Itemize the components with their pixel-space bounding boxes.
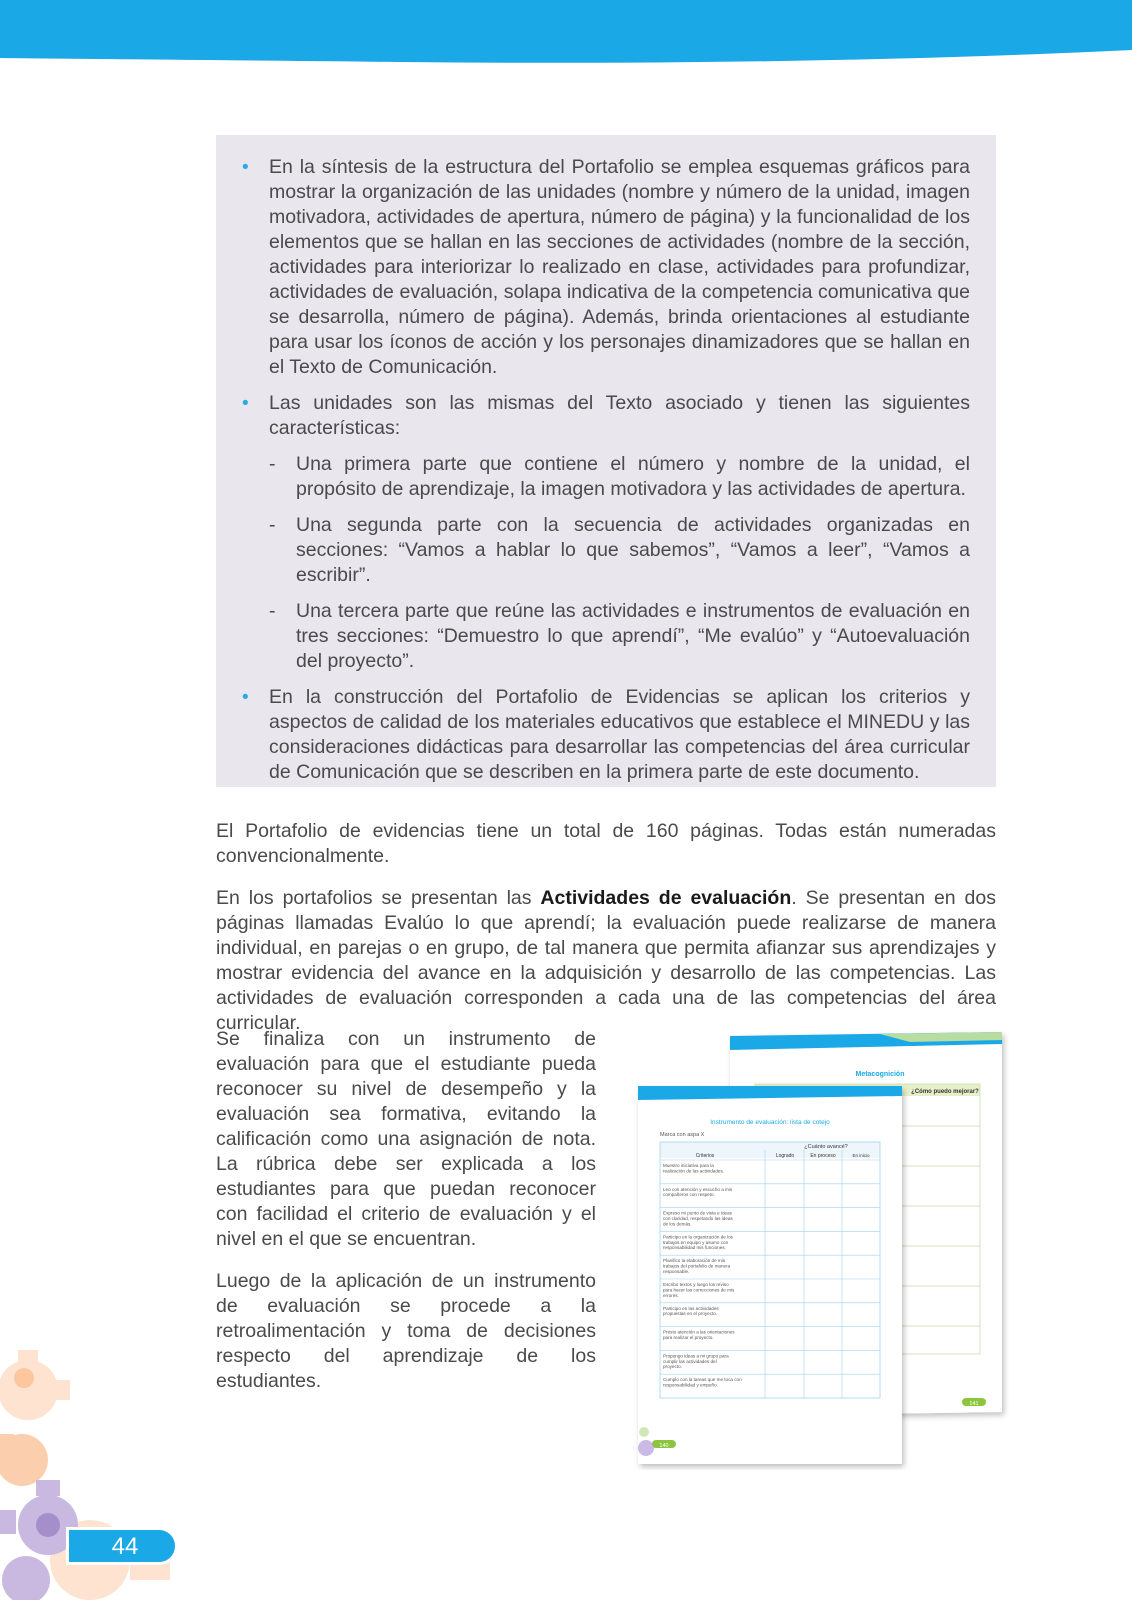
front-page-subtitle: Marca con aspa X bbox=[660, 1132, 705, 1138]
header-band bbox=[0, 0, 1132, 64]
bullet-icon: • bbox=[242, 687, 249, 708]
paragraph-pages: El Portafolio de evidencias tiene un total de 160 páginas. Todas están numeradas convencionalmente. bbox=[216, 820, 996, 867]
sub-item: - Una tercera parte que reúne las actividades e instrumentos de evaluación en tres secciones: “Demuestro lo que aprendí”, “Me evalúo” y “Autoevaluación del proyecto”. bbox=[269, 600, 970, 672]
criterion-label: Presto atención a las orientaciones para realizar el proyecto. bbox=[663, 1329, 735, 1340]
front-page-title: Instrumento de evaluación: lista de cotejo bbox=[710, 1119, 830, 1126]
criterion-label: Escribo textos y luego los reviso para hacer las correcciones de mis errores. bbox=[663, 1282, 735, 1298]
bullet-item: • En la construcción del Portafolio de Evidencias se aplican los criterios y aspectos de calidad de los materiales educativos que establece el MINEDU y las consideraciones didácticas para desarrollar las competencias del área curricular de Comunicación que se describen en la primera parte de este documento. bbox=[242, 686, 970, 783]
back-page-title: Metacognición bbox=[855, 1071, 905, 1078]
col-criterios: Criterios bbox=[695, 1153, 715, 1159]
criterion-label: Expreso mi punto de vista e ideas con claridad, respetando las ideas de los demás. bbox=[663, 1210, 733, 1227]
dash-icon: - bbox=[269, 514, 276, 536]
col-inicio: En inicio bbox=[852, 1153, 870, 1158]
criterion-label: Cumplo con la tareas que me toca con responsabilidad y empeño. bbox=[663, 1377, 742, 1388]
bullet-icon: • bbox=[242, 157, 249, 178]
col-logrado: Logrado bbox=[775, 1153, 795, 1159]
col-proceso: En proceso bbox=[810, 1153, 836, 1159]
criterion-label: Participo en la organización de los trabajos en equipo y asumo con responsabilidad mis funciones. bbox=[663, 1234, 733, 1251]
bullet-item: • En la síntesis de la estructura del Portafolio se emplea esquemas gráficos para mostrar la organización de las unidades (nombre y número de la unidad, imagen motivadora, actividades de apertura, número de página) y la funcionalidad de los elementos que se hallan en las secciones de actividades (nombre de la sección, actividades para interiorizar lo realizado en clase, actividades para profundizar, actividades de evaluación, solapa indicativa de la competencia comunicativa que se desarrolla, número de página). Además, brinda orientaciones al estudiante para usar los íconos de acción y los personajes dinamizadores que se hallan en el Texto de Comunicación. bbox=[242, 156, 970, 378]
sub-item: - Una primera parte que contiene el número y nombre de la unidad, el propósito de aprendizaje, la imagen motivadora y las actividades de apertura. bbox=[269, 453, 970, 500]
bullet-item: • Las unidades son las mismas del Texto asociado y tienen las siguientes características: bbox=[242, 392, 970, 439]
criterion-label: Participo en las actividades propuestas en el proyecto. bbox=[663, 1305, 719, 1317]
bullet-icon: • bbox=[242, 393, 249, 414]
criterion-label: Leo con atención y escucho a mis compañeros con respeto. bbox=[663, 1186, 733, 1198]
summary-box bbox=[216, 135, 996, 787]
paragraph-instrument: Se finaliza con un instrumento de evaluación para que el estudiante pueda reconocer su nivel de desempeño y la evaluación sea formativa, evitando la calificación como una asignación de nota. La rúbrica debe ser explicada a los estudiantes para que puedan reconocer con facilidad el criterio de evaluación y el nivel en el que se encuentran. bbox=[216, 1028, 596, 1250]
sub-item: - Una segunda parte con la secuencia de actividades organizadas en secciones: “Vamos a hablar lo que sabemos”, “Vamos a leer”, “Vamos a escribir”. bbox=[269, 514, 970, 586]
group-header: ¿Cuánto avancé? bbox=[804, 1144, 848, 1150]
front-page-number: 140 bbox=[659, 1443, 669, 1449]
page-number: 44 bbox=[111, 1533, 139, 1560]
criterion-label: Propongo ideas a mi grupo para cumplir las actividades del proyecto. bbox=[663, 1353, 729, 1370]
criterion-label: Muestro iniciativa para la realización de las actividades. bbox=[663, 1163, 725, 1174]
paragraph-feedback: Luego de la aplicación de un instrumento de evaluación se procede a la retroalimentación y toma de decisiones respecto del aprendizaje de los estudiantes. bbox=[216, 1270, 596, 1392]
thumbnail-front-page bbox=[638, 1086, 902, 1464]
page-number-badge bbox=[66, 1527, 178, 1565]
criterion-label: Planifico la elaboración de mis trabajos del portafolio de manera responsable. bbox=[663, 1258, 731, 1274]
bold-term: Actividades de evaluación bbox=[540, 887, 792, 909]
back-page-number: 141 bbox=[969, 1401, 979, 1407]
back-page-column: ¿Cómo puedo mejorar? bbox=[911, 1089, 979, 1095]
portfolio-thumbnails bbox=[630, 1030, 1010, 1470]
dash-icon: - bbox=[269, 453, 276, 475]
dash-icon: - bbox=[269, 600, 276, 622]
paragraph-evaluation: En los portafolios se presentan las Actividades de evaluación. Se presentan en dos páginas llamadas Evalúo lo que aprendí; la evaluación puede realizarse de manera individual, en parejas o en grupo, de tal manera que permita afianzar sus aprendizajes y mostrar evidencia del avance en la adquisición y desarrollo de las competencias. Las actividades de evaluación corresponden a cada una de las competencias del área curricular. bbox=[216, 887, 996, 1034]
